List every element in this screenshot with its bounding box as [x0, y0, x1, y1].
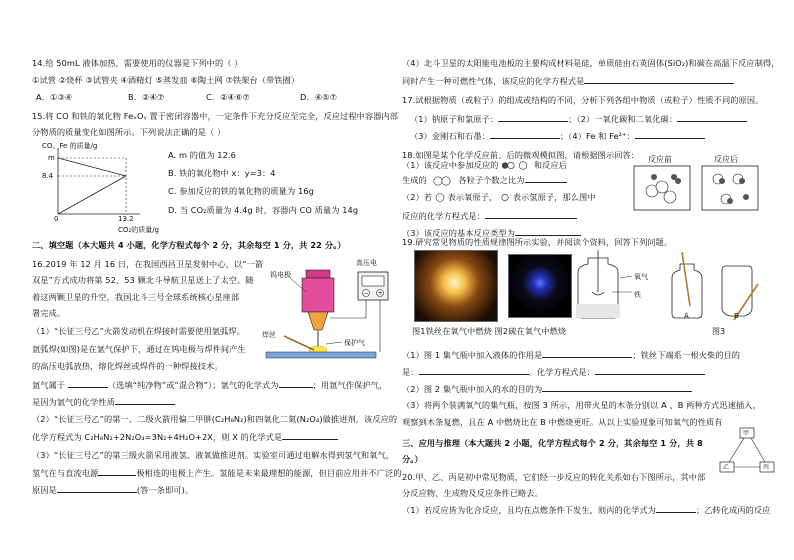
blank-silicon-equation [584, 75, 734, 84]
q19-l2: 是： [402, 367, 419, 377]
q15-option-a: A. m 的值为 12.6 [168, 150, 236, 160]
chart-y-label: 8.4 [42, 172, 54, 180]
arrow-jia-yi [729, 438, 744, 462]
q16-line-6: 氩弧焊(如图)是在氩气保护下，通过在钨电极与焊件间产生 [32, 344, 246, 354]
q19-line-3 [402, 383, 692, 395]
q19-l3: （2）图 2 集气瓶中加入的水的目的为 [402, 384, 543, 394]
q16-4-line-1: （4）北斗卫星的太阳能电池板的主要构成材料是硅，单质硅由石英固体(SiO₂)和碳在高温下反应制得， [402, 58, 780, 68]
fig-wire-label: 焊丝 [262, 331, 276, 339]
minus-glyph: − [363, 290, 369, 297]
q19-line-5: 观察到木条复燃，且在 A 中燃烧比在 B 中燃烧更旺。从以上实验现象可知氧气的性质有 [402, 417, 723, 427]
blank-electrode [98, 467, 136, 476]
q19-line-4: （3）将两个装满氧气的集气瓶，按图 3 所示，用带火星的木条分别以 A 、B 两种方式迅速插入， [402, 400, 761, 410]
blank-ratio [525, 174, 567, 183]
blank-reaction-type [515, 227, 581, 236]
q16-line-14 [32, 484, 193, 496]
q17-p1: （1）钠原子和氯原子： [410, 114, 499, 124]
blank-liquid-purpose [542, 349, 632, 358]
q19-l2b: 。化学方程式是： [528, 367, 595, 377]
section-3-heading-1: 三、应用与推理（本大题共 2 小题，化学方程式每个 2 分，其余每空 1 分，共 8 [402, 438, 703, 448]
pointer-gas [326, 342, 342, 344]
q15-option-d: D. 当 CO₂质量为 4.4g 时，容器内 CO 质量为 14g [168, 205, 359, 215]
fig-b-label: B [734, 312, 739, 320]
q16-line-7: 的高压电弧放热，熔化焊丝或焊件的一种焊接技术。 [32, 361, 223, 371]
q18-l3c: 表示氢原子，那么图中 [512, 192, 596, 202]
blank-na-cl [498, 113, 568, 122]
blank-bing-formula [656, 504, 696, 513]
oxygen-atom-icon [435, 193, 445, 202]
q14-items: ①试管 ②烧杯 ③试管夹 ④酒精灯 ⑤蒸发皿 ⑥陶土网 ⑦铁架台（带铁圈） [32, 75, 300, 85]
chart-xlabel: CO₂的质量/g [118, 226, 160, 234]
chart-origin: 0 [54, 215, 59, 223]
workpiece [266, 352, 376, 358]
before-label: 反应前 [648, 155, 672, 164]
q16-line-13 [32, 467, 402, 479]
bottle-1-water [576, 304, 620, 318]
hv-meter [362, 276, 384, 286]
blank-x-formula [282, 431, 338, 440]
q18-l3: （2）若 [402, 192, 433, 202]
after-label: 反应后 [714, 155, 738, 164]
reaction-micro-diagram [632, 165, 782, 213]
fig-hv-label: 高压电 [356, 259, 377, 267]
torch-cap [306, 270, 330, 278]
q16-line-10: （2）“长征三号乙”的第一、二级火箭用偏二甲肼(C₂H₈N₂)和四氧化二氮(N₂O₄)做推进剂，该反应的 [32, 414, 398, 424]
blank-q18-equation [485, 210, 577, 219]
blank-fe-fe2 [635, 130, 705, 139]
filler-wire [284, 336, 314, 350]
q16-l13-b: 极相连的电极上产生。氢能是未来最理想的能源，但目前应用并不广泛的 [136, 468, 402, 478]
q18-l5: （3）该反应的基本反应类型为 [402, 228, 516, 238]
q18-l3b: 表示氧原子， [447, 192, 498, 202]
q15-option-b: B. 铁的氧化物中 x：y=3：4 [168, 168, 276, 178]
q19-l1: （1）图 1 集气瓶中加入液体的作用是 [402, 350, 543, 360]
fig3-label: 图3 [712, 327, 726, 336]
node-jia-label: 甲 [743, 430, 750, 437]
molecule-icon-reactant [501, 161, 531, 170]
right-column [402, 0, 782, 560]
q18-line-4 [402, 210, 577, 222]
chart-ylabel: CO、Fe 的质量/g [42, 142, 98, 150]
q16-line-4: 署完成。 [32, 308, 66, 318]
q16-line-2: 双星”方式成功将第 52、53 颗北斗导航卫星送上了太空。随 [32, 275, 254, 285]
section-2-heading: 二、填空题（本大题共 4 小题，化学方程式每个 2 分，其余每空 1 分，共 22 分。） [32, 240, 346, 250]
q14-stem: 14.给 50mL 液体加热，需要使用的仪器是下列中的（ ） [32, 58, 243, 68]
fig-o2-label: 氧气 [634, 273, 648, 281]
q20-l3b: ；乙转化成丙的反应 [695, 505, 771, 515]
q14-option-a: A．①③④ [36, 92, 73, 102]
node-bing-label: 丙 [763, 464, 770, 471]
q16-l8-a: 氩气属于 [32, 380, 68, 390]
q18-line-3 [402, 192, 596, 203]
q16-l9: 是因为氩气的化学性质 [32, 397, 115, 407]
q17-p4: ；（4）Fe 和 Fe²⁺： [559, 131, 635, 141]
q14-option-d: D．④⑤⑦ [300, 92, 338, 102]
q16-4-l2: 同时产生一种可燃性气体，该反应的化学方程式是 [402, 76, 585, 86]
q15-stem-1: 15.将 CO 和铁的氧化物 FeₓOᵧ 置于密闭容器中，一定条件下充分反应至完全，反应过程中容器内部 [32, 111, 399, 121]
q17-line-2 [410, 130, 705, 142]
fig-fe-label: 铁 [634, 291, 641, 299]
q16-l13-a: 氢气在与直流电源 [32, 468, 99, 478]
torch-nozzle [308, 312, 328, 330]
q19-l1b: ；铁丝下端系一根火柴的目的 [632, 350, 741, 360]
fig2-sulfur-burning-photo [508, 254, 572, 318]
chart-x-label: 13.2 [118, 215, 134, 223]
blank-hydrogen-reason [57, 484, 137, 493]
q18-line-2 [402, 174, 567, 186]
q14-option-c: C．②④⑥⑦ [206, 92, 250, 102]
q16-line-5: （1）“长征三号乙”火箭发动机在焊接时需要使用氩弧焊。 [32, 326, 245, 336]
q20-l3: （1）若反应皆为化合反应，且均在点燃条件下发生，则丙的化学式为 [402, 505, 656, 515]
q18-l2b: 各粒子个数之比为 [458, 175, 525, 185]
q16-line-3: 着这两颗卫星的升空，我国北斗三号全球系统核心星座部 [32, 292, 240, 302]
arrow-jia-bing [751, 438, 765, 462]
welding-figure [246, 262, 391, 372]
chart-line-co [58, 158, 126, 176]
q15-option-c: C. 参加反应的铁的氧化物的质量为 16g [168, 186, 314, 196]
q16-l8-c: ；用氩气作保护气， [312, 380, 388, 390]
q18-l1b: 和反应后 [533, 160, 568, 170]
node-yi-label: 乙 [723, 464, 730, 471]
fig1-iron-burning-photo [414, 250, 498, 322]
bottle-b [722, 266, 752, 316]
q20-line-3 [402, 504, 771, 516]
q16-line-8 [32, 379, 387, 391]
q18-l2a: 生成的 [402, 175, 427, 185]
chart-m-label: m [48, 154, 55, 162]
q18-l4: 反应的化学方程式是： [402, 211, 485, 221]
q17-stem: 17.试根据物质（或粒子）的组成或结构的不同，分析下列各组中物质（或粒子）性质不同的原因。 [402, 95, 764, 105]
q19-stem: 19.研究常见物质的性质规律图所示实验，并阅读个资料，回答下列问题。 [402, 237, 673, 247]
chart-line-fe [58, 176, 126, 214]
q16-l11: 化学方程式为 C₂H₈N₂+2N₂O₄=3N₂+4H₂O+2X，则 X 的化学式是 [32, 432, 283, 442]
q18-stem: 18.如图是某个化学反应前、后的微观模拟图，请根据图示回答： [402, 150, 640, 160]
q16-line-12: （3）“长征三号乙”的第三级火箭采用液氢、液氧做推进剂。实验室可通过电解水得到氢气和氧气， [32, 450, 395, 460]
experiment-apparatus-figures [572, 248, 782, 328]
q16-l14-b: (答一条即可)。 [136, 485, 194, 495]
q15-stem-2: 分物质的质量变化如图所示。下列说法正确的是（ ） [32, 127, 226, 137]
q16-l8-b: （选填“纯净物”或“混合物”）；氩气的化学式为 [107, 380, 279, 390]
q19-line-1 [402, 349, 740, 361]
left-column [18, 0, 402, 560]
blank-argon-property [115, 396, 175, 405]
q19-line-2 [402, 366, 705, 378]
wire-torch [330, 300, 366, 318]
q16-line-11 [32, 431, 338, 443]
q17-line-1 [410, 113, 747, 125]
q17-p3: （3）金刚石和石墨： [410, 131, 490, 141]
q14-option-b: B．②④⑦ [128, 92, 165, 102]
q16-line-9 [32, 396, 175, 408]
torch-body [302, 278, 334, 312]
q16-4-line-2 [402, 75, 734, 87]
q20-line-1: 20.甲、乙、丙是初中常见物质，它们经一步反应的转化关系如右下图所示，其中部 [402, 472, 706, 482]
hydrogen-atom-icon [500, 193, 510, 202]
blank-argon-type [68, 379, 108, 388]
molecule-icon-product [430, 176, 456, 186]
fig-a-label: A [684, 312, 689, 320]
fig-gas-label: 保护气 [344, 339, 365, 347]
q16-l14-a: 原因是 [32, 485, 57, 495]
fig1-fig2-caption: 图1铁丝在氧气中燃烧 图2硫在氧气中燃烧 [412, 326, 567, 336]
fig-tungsten-label: 钨电极 [270, 271, 291, 279]
blank-co-co2 [677, 113, 747, 122]
blank-match-purpose [419, 366, 529, 375]
blank-water-purpose [542, 383, 692, 392]
q17-p2: ；（2）一氧化碳和二氧化碳： [568, 114, 678, 124]
q16-line-1: 16.2019 年 12 月 16 日，在我国西昌卫星发射中心，以“一箭 [32, 259, 264, 269]
q18-line-1 [402, 160, 567, 171]
q18-l1: （1）该反应中参加反应的 [402, 160, 499, 170]
q20-line-2: 分反应物、生成物及反应条件已略去。 [402, 488, 543, 498]
blank-iron-equation [595, 366, 705, 375]
blank-argon-formula [279, 379, 313, 388]
section-3-heading-2: 分。） [402, 454, 423, 464]
blank-diamond-graphite [490, 130, 560, 139]
plus-glyph: + [377, 290, 383, 298]
